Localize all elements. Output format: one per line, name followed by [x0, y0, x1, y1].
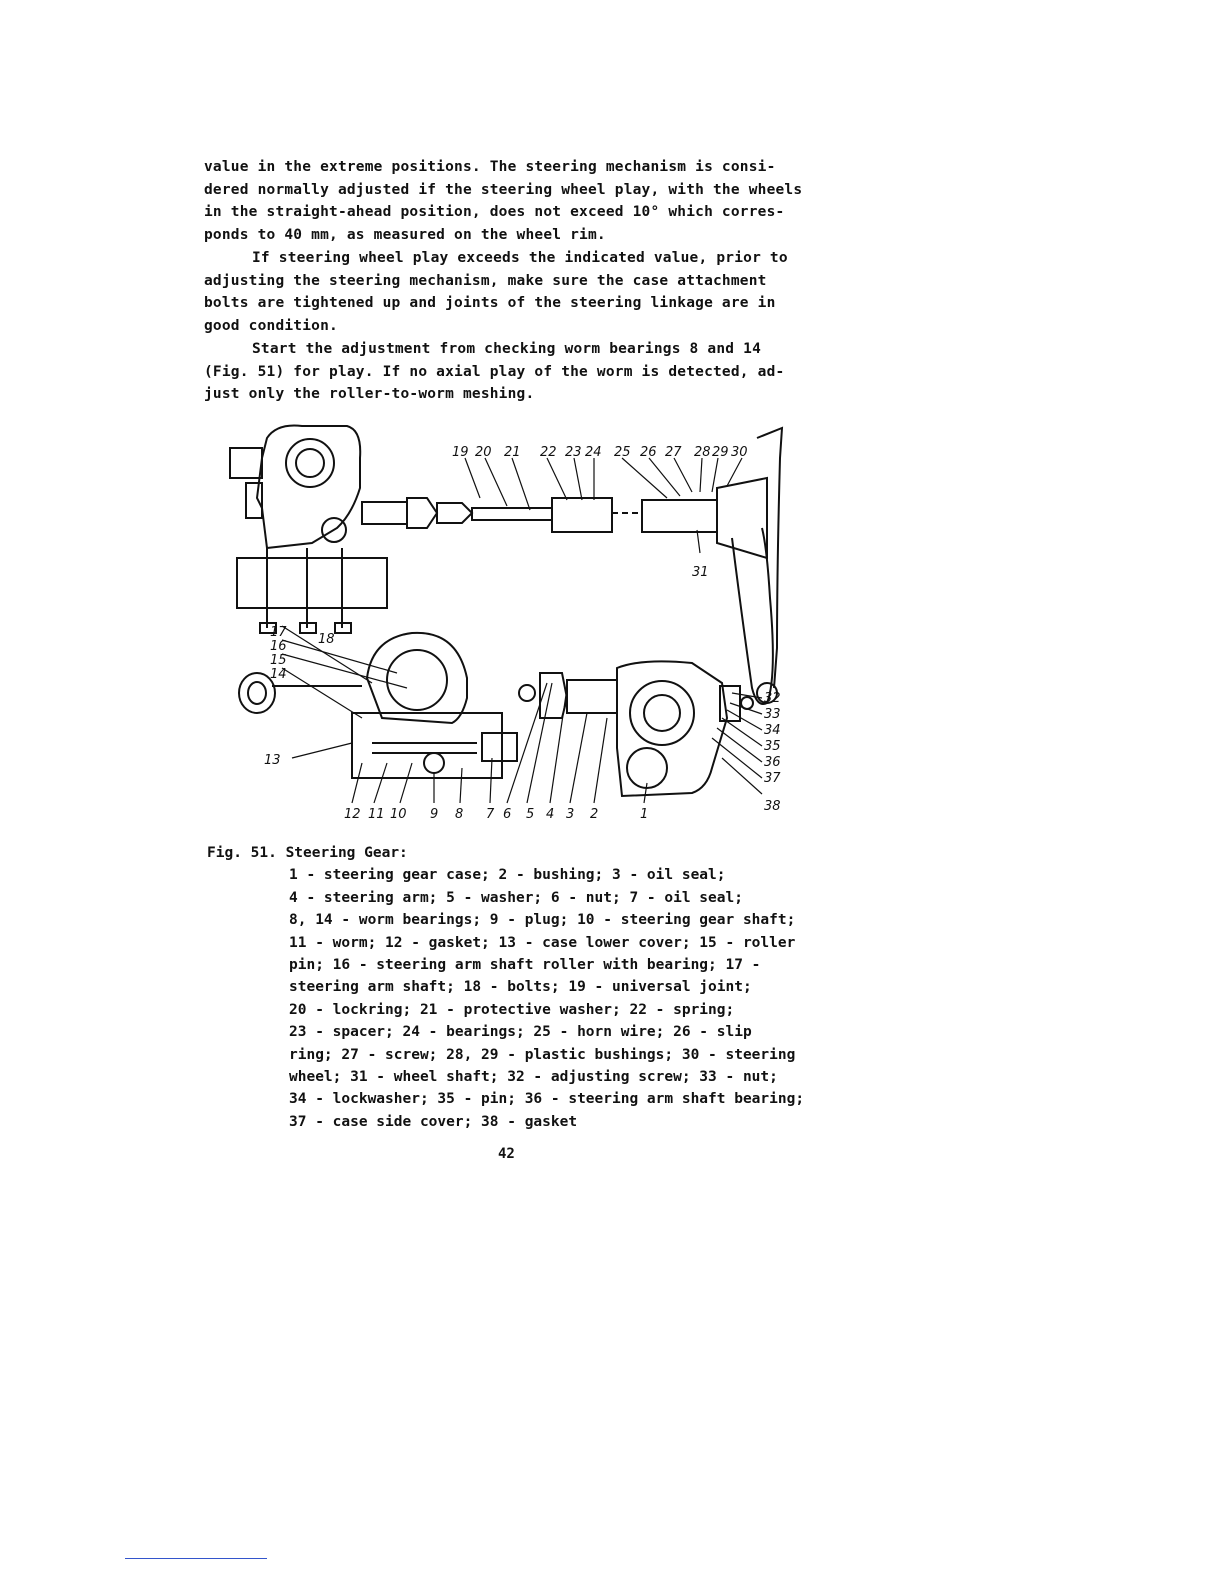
callout-4: 4	[546, 807, 555, 822]
caption-title: Fig. 51. Steering Gear:	[207, 845, 408, 861]
legend-line: ring; 27 - screw; 28, 29 - plastic bushings; 30 - steering	[289, 1046, 796, 1063]
text-line: If steering wheel play exceeds the indicated value, prior to	[252, 250, 788, 266]
callout-33: 33	[764, 707, 781, 722]
paragraph-2	[204, 247, 824, 337]
callout-7: 7	[486, 807, 495, 822]
text-line: Start the adjustment from checking worm bearings 8 and 14	[252, 341, 761, 357]
callout-8: 8	[455, 807, 464, 822]
callout-16: 16	[270, 639, 287, 654]
frame-stub-shape	[230, 448, 262, 478]
text-line: just only the roller-to-worm meshing.	[204, 386, 535, 403]
splined-shaft-shape	[286, 439, 334, 487]
frame-member-shape	[237, 558, 387, 608]
callout-3: 3	[566, 807, 575, 822]
callout-6: 6	[503, 807, 512, 822]
text-line: in the straight-ahead position, does not exceed 10° which corres-	[204, 204, 785, 221]
wheel-rim-shape	[757, 428, 782, 688]
legend-line: pin; 16 - steering arm shaft roller with bearing; 17 -	[289, 957, 761, 974]
arm-shape	[567, 680, 617, 713]
callout-18: 18	[318, 632, 335, 647]
roller-shape	[387, 650, 447, 710]
callout-17: 17	[270, 625, 287, 640]
text-line: dered normally adjusted if the steering wheel play, with the wheels	[204, 181, 803, 198]
callout-15: 15	[270, 653, 287, 668]
universal-joint-shape	[407, 498, 437, 528]
footnote-rule	[125, 1558, 267, 1559]
callout-20: 20	[475, 445, 492, 460]
paragraph-1	[204, 156, 824, 246]
page-number: 42	[498, 1146, 515, 1162]
callout-9: 9	[430, 807, 439, 822]
text-line: (Fig. 51) for play. If no axial play of the worm is detected, ad-	[204, 363, 785, 380]
callout-1: 1	[640, 807, 649, 822]
column-tube-shape	[642, 500, 717, 532]
legend-line: 20 - lockring; 21 - protective washer; 22 - spring;	[289, 1001, 735, 1018]
plug-shape	[482, 733, 517, 761]
callout-31: 31	[692, 565, 709, 580]
legend-line: steering arm shaft; 18 - bolts; 19 - universal joint;	[289, 979, 752, 996]
worm-housing-shape	[352, 713, 502, 778]
text-line: bolts are tightened up and joints of the steering linkage are in	[204, 295, 776, 312]
text-line: value in the extreme positions. The steering mechanism is consi-	[204, 159, 776, 175]
mount-block-shape	[246, 483, 262, 518]
text-line: adjusting the steering mechanism, make sure the case attachment	[204, 272, 767, 289]
callout-2: 2	[590, 807, 599, 822]
roller-gear-shape	[627, 748, 667, 788]
shaft-segment-shape	[362, 502, 407, 524]
legend-line: 34 - lockwasher; 35 - pin; 36 - steering arm shaft bearing;	[289, 1091, 805, 1108]
callout-19: 19	[452, 445, 469, 460]
callout-22: 22	[540, 445, 557, 460]
caption-legend	[207, 864, 847, 1133]
callout-25: 25	[614, 445, 631, 460]
callout-36: 36	[764, 755, 781, 770]
callout-28: 28	[694, 445, 711, 460]
callout-37: 37	[764, 771, 781, 786]
callout-34: 34	[764, 723, 781, 738]
callout-38: 38	[764, 799, 781, 814]
callout-13: 13	[264, 753, 281, 768]
callout-23: 23	[565, 445, 582, 460]
callout-29: 29	[712, 445, 729, 460]
legend-line: 1 - steering gear case; 2 - bushing; 3 - oil seal;	[289, 867, 726, 884]
callout-11: 11	[368, 807, 385, 822]
wheel-hub-shape	[717, 478, 767, 558]
callout-14: 14	[270, 667, 287, 682]
text-line: ponds to 40 mm, as measured on the wheel rim.	[204, 226, 606, 243]
steering-gear-figure	[222, 418, 822, 838]
paragraph-3	[204, 338, 824, 406]
figure-caption	[207, 842, 847, 1133]
callout-26: 26	[640, 445, 657, 460]
column-tube-shape	[552, 498, 612, 532]
spline-hub-shape	[296, 449, 324, 477]
legend-line: 23 - spacer; 24 - bearings; 25 - horn wire; 26 - slip	[289, 1024, 752, 1041]
callout-5: 5	[526, 807, 535, 822]
nut-shape	[540, 673, 567, 718]
callout-32: 32	[764, 691, 781, 706]
callout-35: 35	[764, 739, 781, 754]
legend-line: 37 - case side cover; 38 - gasket	[289, 1113, 578, 1130]
callout-12: 12	[344, 807, 361, 822]
callout-10: 10	[390, 807, 407, 822]
worm-gear-shape	[630, 681, 694, 745]
callout-30: 30	[731, 445, 748, 460]
legend-line: 8, 14 - worm bearings; 9 - plug; 10 - steering gear shaft;	[289, 912, 796, 929]
legend-line: 11 - worm; 12 - gasket; 13 - case lower cover; 15 - roller	[289, 934, 796, 951]
shaft-segment-shape	[472, 508, 552, 520]
text-line: good condition.	[204, 317, 338, 334]
legend-line: wheel; 31 - wheel shaft; 32 - adjusting screw; 33 - nut;	[289, 1069, 778, 1086]
callout-21: 21	[504, 445, 521, 460]
callout-27: 27	[665, 445, 682, 460]
legend-line: 4 - steering arm; 5 - washer; 6 - nut; 7 - oil seal;	[289, 889, 743, 906]
callout-24: 24	[585, 445, 602, 460]
